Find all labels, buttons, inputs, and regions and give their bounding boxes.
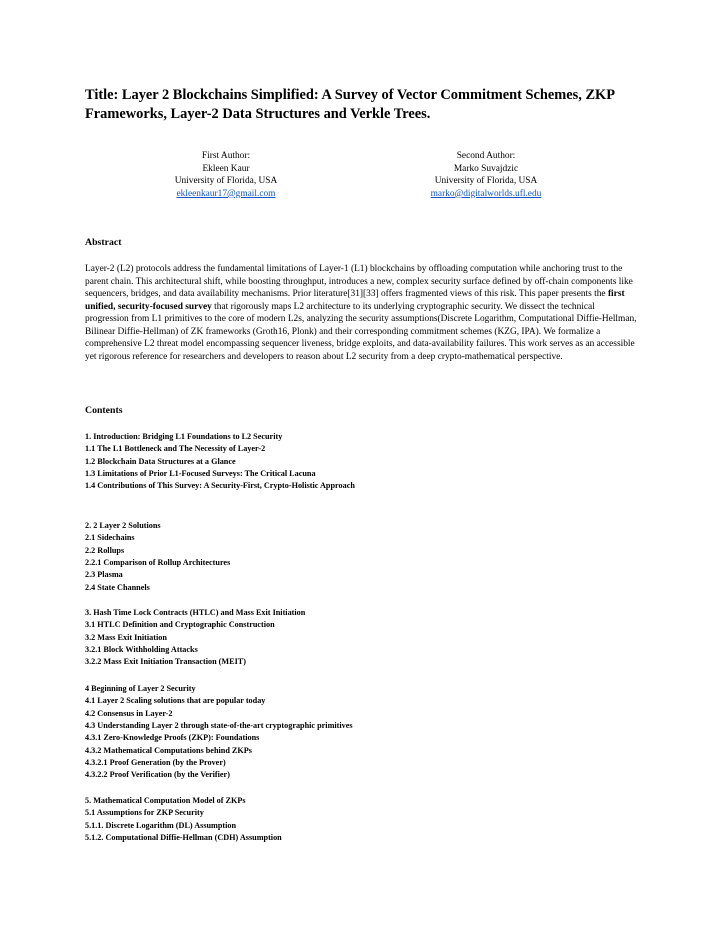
toc-section-5 — [85, 795, 282, 844]
toc-section-1 — [85, 431, 355, 493]
toc-item[interactable]: 2.3 Plasma — [85, 570, 123, 580]
toc-item[interactable]: 2.2 Rollups — [85, 545, 125, 555]
toc-item[interactable]: 4.3.1 Zero-Knowledge Proofs (ZKP): Foundations — [85, 733, 260, 743]
abstract-text-part-2: that rigorously maps L2 architecture to its underlying cryptographic security. We dissect the technical progression from L1 primitives to the core of modern L2s, analyzing the security assumptions(Discrete Logarithm, Computational Diffie-Hellman, Bilinear Diffie-Hellman) of ZK frameworks (Groth16, Plonk) and their corresponding commitment schemes (KZG, IPA). We formalize a comprehensive L2 threat model encompassing sequencer liveness, bridge exploits, and data-availability failures. This work serves as an accessible yet rigorous reference for researchers and developers to reason about L2 security from a deep crypto-mathematical perspective. — [85, 301, 637, 362]
toc-item[interactable]: 4.3 Understanding Layer 2 through state-of-the-art cryptographic primitives — [85, 721, 353, 731]
toc-item[interactable]: 4.3.2.2 Proof Verification (by the Verifier) — [85, 770, 230, 780]
toc-item[interactable]: 2.2.1 Comparison of Rollup Architectures — [85, 558, 231, 568]
toc-item[interactable]: 5.1 Assumptions for ZKP Security — [85, 808, 204, 818]
toc-item[interactable]: 4.3.2 Mathematical Computations behind ZKPs — [85, 745, 252, 755]
toc-item[interactable]: 3.1 HTLC Definition and Cryptographic Construction — [85, 620, 275, 630]
author-section — [0, 150, 720, 210]
toc-item[interactable]: 1.2 Blockchain Data Structures at a Glance — [85, 456, 236, 466]
toc-section-4 — [85, 683, 353, 782]
second-author-email-link[interactable]: marko@digitalworlds.ufl.edu — [430, 188, 542, 199]
toc-item[interactable]: 3.2.1 Block Withholding Attacks — [85, 645, 198, 655]
toc-item[interactable]: 2.1 Sidechains — [85, 533, 135, 543]
toc-item[interactable]: 4.1 Layer 2 Scaling solutions that are popular today — [85, 696, 266, 706]
abstract-body — [85, 263, 637, 363]
toc-item[interactable]: 4 Beginning of Layer 2 Security — [85, 684, 196, 693]
toc-item[interactable]: 4.3.2.1 Proof Generation (by the Prover) — [85, 758, 226, 768]
toc-item[interactable]: 4.2 Consensus in Layer-2 — [85, 708, 173, 718]
paper-title: Title: Layer 2 Blockchains Simplified: A Survey of Vector Commitment Schemes, ZKP Frameworks, Layer-2 Data Structures and Verkle Trees. — [85, 87, 615, 122]
first-author-affiliation: University of Florida, USA — [174, 176, 278, 187]
toc-item[interactable]: 3.2 Mass Exit Initiation — [85, 632, 167, 642]
toc-section-2 — [85, 520, 230, 594]
first-author-name: Ekleen Kaur — [202, 163, 250, 174]
second-author-role: Second Author: — [456, 151, 516, 161]
second-author-affiliation: University of Florida, USA — [434, 176, 538, 187]
toc-item[interactable]: 3. Hash Time Lock Contracts (HTLC) and Mass Exit Initiation — [85, 608, 306, 617]
contents-heading: Contents — [85, 405, 123, 416]
first-author-block — [116, 150, 336, 200]
toc-item[interactable]: 1.1 The L1 Bottleneck and The Necessity of Layer-2 — [85, 444, 266, 454]
toc-item[interactable]: 5.1.2. Computational Diffie-Hellman (CDH) Assumption — [85, 833, 282, 843]
toc-item[interactable]: 5. Mathematical Computation Model of ZKPs — [85, 796, 246, 805]
toc-item[interactable]: 5.1.1. Discrete Logarithm (DL) Assumption — [85, 820, 237, 830]
abstract-heading: Abstract — [85, 237, 122, 248]
toc-item[interactable]: 1.4 Contributions of This Survey: A Security-First, Crypto-Holistic Approach — [85, 481, 355, 491]
toc-item[interactable]: 2. 2 Layer 2 Solutions — [85, 521, 161, 530]
abstract-text-part-1: Layer-2 (L2) protocols address the fundamental limitations of Layer-1 (L1) blockchains by offloading computation while anchoring trust to the parent chain. This architectural shift, while boosting throughput, introduces a new, complex security surface defined by off-chain components like sequencers, bridges, and data availability mechanisms. Prior literature[31][33] offers fragmented views of this risk. This paper presents the — [85, 264, 633, 300]
first-author-role: First Author: — [201, 151, 251, 161]
second-author-name: Marko Suvajdzic — [453, 163, 519, 174]
toc-item[interactable]: 1.3 Limitations of Prior L1-Focused Surveys: The Critical Lacuna — [85, 469, 316, 479]
first-author-email-link[interactable]: ekleenkaur17@gmail.com — [176, 188, 276, 199]
toc-item[interactable]: 3.2.2 Mass Exit Initiation Transaction (MEIT) — [85, 657, 246, 667]
second-author-block — [376, 150, 596, 200]
abstract-bold-phrase: first unified, security-focused survey — [85, 289, 625, 312]
toc-item[interactable]: 1. Introduction: Bridging L1 Foundations to L2 Security — [85, 432, 283, 441]
toc-item[interactable]: 2.4 State Channels — [85, 582, 150, 592]
toc-section-3 — [85, 607, 305, 669]
